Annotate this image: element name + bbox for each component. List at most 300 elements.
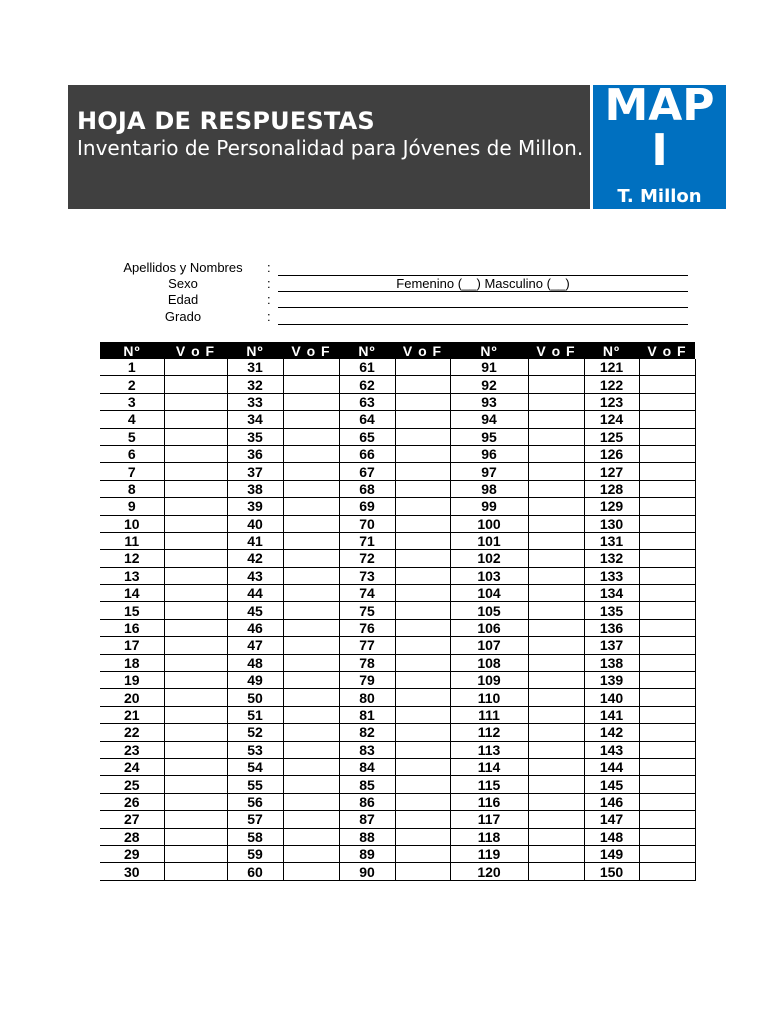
question-number: 114 xyxy=(450,758,528,775)
question-number: 85 xyxy=(339,776,395,793)
question-number: 63 xyxy=(339,393,395,410)
answer-cell[interactable] xyxy=(283,585,339,602)
question-number: 36 xyxy=(227,445,283,462)
answer-cell[interactable] xyxy=(283,550,339,567)
answer-cell[interactable] xyxy=(164,567,227,584)
table-row xyxy=(100,550,695,567)
answer-cell[interactable] xyxy=(639,411,695,428)
answer-cell[interactable] xyxy=(164,724,227,741)
question-number: 98 xyxy=(450,480,528,497)
answer-cell[interactable] xyxy=(395,689,450,706)
answer-cell[interactable] xyxy=(528,532,584,549)
answer-cell[interactable] xyxy=(528,376,584,393)
answer-cell[interactable] xyxy=(164,393,227,410)
question-number: 8 xyxy=(100,480,164,497)
question-number: 35 xyxy=(227,428,283,445)
question-number: 89 xyxy=(339,845,395,862)
question-number: 59 xyxy=(227,845,283,862)
table-row xyxy=(100,776,695,793)
table-row xyxy=(100,567,695,584)
answer-cell[interactable] xyxy=(283,619,339,636)
answer-cell[interactable] xyxy=(395,724,450,741)
logo-text-i: I xyxy=(651,125,668,176)
answer-cell[interactable] xyxy=(395,463,450,480)
answer-cell[interactable] xyxy=(639,515,695,532)
answer-cell[interactable] xyxy=(528,585,584,602)
question-number: 10 xyxy=(100,515,164,532)
nombres-label: Apellidos y Nombres xyxy=(123,260,243,275)
col-header-answer: V o F xyxy=(639,342,695,359)
question-number: 71 xyxy=(339,532,395,549)
table-row xyxy=(100,463,695,480)
answer-cell[interactable] xyxy=(528,359,584,376)
answer-cell[interactable] xyxy=(639,445,695,462)
answer-cell[interactable] xyxy=(395,585,450,602)
table-row xyxy=(100,480,695,497)
answer-cell[interactable] xyxy=(283,498,339,515)
answer-cell[interactable] xyxy=(528,498,584,515)
question-number: 74 xyxy=(339,585,395,602)
question-number: 97 xyxy=(450,463,528,480)
question-number: 22 xyxy=(100,724,164,741)
question-number: 142 xyxy=(584,724,639,741)
answer-cell[interactable] xyxy=(395,672,450,689)
table-row xyxy=(100,741,695,758)
table-row xyxy=(100,532,695,549)
question-number: 19 xyxy=(100,672,164,689)
answer-cell[interactable] xyxy=(639,359,695,376)
question-number: 18 xyxy=(100,654,164,671)
answer-cell[interactable] xyxy=(283,724,339,741)
answer-cell[interactable] xyxy=(528,637,584,654)
question-number: 72 xyxy=(339,550,395,567)
answer-cell[interactable] xyxy=(528,776,584,793)
answer-cell[interactable] xyxy=(639,828,695,845)
question-number: 129 xyxy=(584,498,639,515)
question-number: 33 xyxy=(227,393,283,410)
answer-cell[interactable] xyxy=(283,845,339,862)
answer-cell[interactable] xyxy=(528,654,584,671)
answer-cell[interactable] xyxy=(395,393,450,410)
table-row xyxy=(100,706,695,723)
grado-field[interactable] xyxy=(278,324,688,325)
answer-cell[interactable] xyxy=(639,463,695,480)
answer-cell[interactable] xyxy=(639,567,695,584)
answer-cell[interactable] xyxy=(528,828,584,845)
question-number: 91 xyxy=(450,359,528,376)
table-row xyxy=(100,758,695,775)
answer-cell[interactable] xyxy=(164,532,227,549)
question-number: 70 xyxy=(339,515,395,532)
answer-cell[interactable] xyxy=(639,811,695,828)
answer-grid-body xyxy=(100,359,695,880)
answer-cell[interactable] xyxy=(164,376,227,393)
question-number: 146 xyxy=(584,793,639,810)
table-row xyxy=(100,672,695,689)
question-number: 116 xyxy=(450,793,528,810)
table-row xyxy=(100,445,695,462)
answer-cell[interactable] xyxy=(283,637,339,654)
question-number: 128 xyxy=(584,480,639,497)
answer-cell[interactable] xyxy=(639,741,695,758)
question-number: 61 xyxy=(339,359,395,376)
question-number: 54 xyxy=(227,758,283,775)
answer-cell[interactable] xyxy=(283,654,339,671)
answer-cell[interactable] xyxy=(395,863,450,880)
answer-cell[interactable] xyxy=(528,619,584,636)
question-number: 92 xyxy=(450,376,528,393)
answer-cell[interactable] xyxy=(164,793,227,810)
col-header-number: Nº xyxy=(339,342,395,359)
question-number: 141 xyxy=(584,706,639,723)
answer-cell[interactable] xyxy=(395,498,450,515)
question-number: 9 xyxy=(100,498,164,515)
answer-cell[interactable] xyxy=(164,863,227,880)
answer-cell[interactable] xyxy=(528,515,584,532)
question-number: 66 xyxy=(339,445,395,462)
question-number: 115 xyxy=(450,776,528,793)
answer-cell[interactable] xyxy=(639,776,695,793)
answer-grid xyxy=(100,342,696,881)
table-row xyxy=(100,793,695,810)
answer-cell[interactable] xyxy=(528,463,584,480)
answer-cell[interactable] xyxy=(283,672,339,689)
logo-author: T. Millon xyxy=(617,186,702,207)
question-number: 27 xyxy=(100,811,164,828)
question-number: 7 xyxy=(100,463,164,480)
answer-cell[interactable] xyxy=(395,811,450,828)
answer-cell[interactable] xyxy=(528,480,584,497)
form-row-nombres xyxy=(0,259,768,276)
answer-cell[interactable] xyxy=(164,445,227,462)
question-number: 4 xyxy=(100,411,164,428)
question-number: 130 xyxy=(584,515,639,532)
question-number: 6 xyxy=(100,445,164,462)
answer-cell[interactable] xyxy=(528,758,584,775)
table-row xyxy=(100,637,695,654)
question-number: 14 xyxy=(100,585,164,602)
question-number: 107 xyxy=(450,637,528,654)
grado-label: Grado xyxy=(164,309,202,324)
table-row xyxy=(100,654,695,671)
answer-cell[interactable] xyxy=(164,498,227,515)
question-number: 15 xyxy=(100,602,164,619)
question-number: 37 xyxy=(227,463,283,480)
answer-cell[interactable] xyxy=(395,411,450,428)
answer-cell[interactable] xyxy=(164,411,227,428)
answer-cell[interactable] xyxy=(639,672,695,689)
answer-cell[interactable] xyxy=(528,863,584,880)
answer-cell[interactable] xyxy=(395,515,450,532)
answer-cell[interactable] xyxy=(283,689,339,706)
question-number: 117 xyxy=(450,811,528,828)
question-number: 133 xyxy=(584,567,639,584)
question-number: 58 xyxy=(227,828,283,845)
question-number: 93 xyxy=(450,393,528,410)
answer-cell[interactable] xyxy=(164,602,227,619)
answer-cell[interactable] xyxy=(395,567,450,584)
question-number: 53 xyxy=(227,741,283,758)
answer-cell[interactable] xyxy=(164,515,227,532)
page-title: HOJA DE RESPUESTAS xyxy=(77,107,375,135)
question-number: 94 xyxy=(450,411,528,428)
edad-colon: : xyxy=(267,292,271,307)
question-number: 73 xyxy=(339,567,395,584)
question-number: 60 xyxy=(227,863,283,880)
answer-cell[interactable] xyxy=(528,411,584,428)
answer-cell[interactable] xyxy=(639,793,695,810)
sexo-options[interactable]: Femenino (__) Masculino (__) xyxy=(396,276,570,291)
question-number: 24 xyxy=(100,758,164,775)
answer-cell[interactable] xyxy=(283,828,339,845)
answer-cell[interactable] xyxy=(528,445,584,462)
answer-cell[interactable] xyxy=(283,445,339,462)
question-number: 75 xyxy=(339,602,395,619)
question-number: 64 xyxy=(339,411,395,428)
answer-cell[interactable] xyxy=(639,532,695,549)
question-number: 86 xyxy=(339,793,395,810)
answer-cell[interactable] xyxy=(164,672,227,689)
col-header-number: Nº xyxy=(227,342,283,359)
answer-cell[interactable] xyxy=(528,811,584,828)
question-number: 17 xyxy=(100,637,164,654)
answer-cell[interactable] xyxy=(283,811,339,828)
question-number: 12 xyxy=(100,550,164,567)
question-number: 51 xyxy=(227,706,283,723)
question-number: 119 xyxy=(450,845,528,862)
question-number: 16 xyxy=(100,619,164,636)
table-row xyxy=(100,845,695,862)
answer-cell[interactable] xyxy=(528,428,584,445)
answer-cell[interactable] xyxy=(164,654,227,671)
answer-cell[interactable] xyxy=(283,758,339,775)
question-number: 122 xyxy=(584,376,639,393)
question-number: 21 xyxy=(100,706,164,723)
answer-cell[interactable] xyxy=(395,845,450,862)
question-number: 95 xyxy=(450,428,528,445)
logo-block xyxy=(593,80,726,209)
answer-cell[interactable] xyxy=(164,689,227,706)
answer-cell[interactable] xyxy=(528,602,584,619)
question-number: 149 xyxy=(584,845,639,862)
answer-cell[interactable] xyxy=(395,654,450,671)
form-row-grado xyxy=(0,308,768,325)
answer-cell[interactable] xyxy=(283,515,339,532)
answer-cell[interactable] xyxy=(639,393,695,410)
answer-cell[interactable] xyxy=(639,428,695,445)
answer-cell[interactable] xyxy=(639,619,695,636)
answer-cell[interactable] xyxy=(395,793,450,810)
question-number: 110 xyxy=(450,689,528,706)
question-number: 138 xyxy=(584,654,639,671)
col-header-answer: V o F xyxy=(528,342,584,359)
table-row xyxy=(100,393,695,410)
col-header-number: Nº xyxy=(450,342,528,359)
table-row xyxy=(100,428,695,445)
answer-cell[interactable] xyxy=(528,741,584,758)
answer-cell[interactable] xyxy=(639,724,695,741)
answer-cell[interactable] xyxy=(395,637,450,654)
question-number: 135 xyxy=(584,602,639,619)
question-number: 2 xyxy=(100,376,164,393)
answer-cell[interactable] xyxy=(528,724,584,741)
answer-cell[interactable] xyxy=(528,672,584,689)
sexo-colon: : xyxy=(267,276,271,291)
answer-cell[interactable] xyxy=(528,567,584,584)
question-number: 69 xyxy=(339,498,395,515)
question-number: 28 xyxy=(100,828,164,845)
answer-cell[interactable] xyxy=(395,602,450,619)
answer-cell[interactable] xyxy=(639,550,695,567)
question-number: 127 xyxy=(584,463,639,480)
question-number: 41 xyxy=(227,532,283,549)
question-number: 1 xyxy=(100,359,164,376)
answer-cell[interactable] xyxy=(283,359,339,376)
answer-cell[interactable] xyxy=(164,550,227,567)
answer-cell[interactable] xyxy=(395,532,450,549)
answer-cell[interactable] xyxy=(395,428,450,445)
question-number: 145 xyxy=(584,776,639,793)
answer-cell[interactable] xyxy=(528,706,584,723)
col-header-number: Nº xyxy=(100,342,164,359)
answer-cell[interactable] xyxy=(395,706,450,723)
table-row xyxy=(100,724,695,741)
answer-cell[interactable] xyxy=(283,793,339,810)
answer-cell[interactable] xyxy=(395,741,450,758)
question-number: 125 xyxy=(584,428,639,445)
table-row xyxy=(100,828,695,845)
answer-cell[interactable] xyxy=(283,532,339,549)
question-number: 101 xyxy=(450,532,528,549)
question-number: 102 xyxy=(450,550,528,567)
answer-cell[interactable] xyxy=(164,359,227,376)
question-number: 140 xyxy=(584,689,639,706)
answer-cell[interactable] xyxy=(164,706,227,723)
answer-cell[interactable] xyxy=(283,411,339,428)
question-number: 45 xyxy=(227,602,283,619)
answer-cell[interactable] xyxy=(283,480,339,497)
answer-cell[interactable] xyxy=(283,776,339,793)
question-number: 82 xyxy=(339,724,395,741)
answer-cell[interactable] xyxy=(283,567,339,584)
answer-cell[interactable] xyxy=(283,602,339,619)
answer-cell[interactable] xyxy=(283,463,339,480)
answer-cell[interactable] xyxy=(164,480,227,497)
answer-cell[interactable] xyxy=(395,359,450,376)
table-row xyxy=(100,689,695,706)
answer-cell[interactable] xyxy=(395,445,450,462)
answer-cell[interactable] xyxy=(639,689,695,706)
answer-cell[interactable] xyxy=(395,550,450,567)
question-number: 106 xyxy=(450,619,528,636)
question-number: 139 xyxy=(584,672,639,689)
answer-cell[interactable] xyxy=(639,498,695,515)
question-number: 137 xyxy=(584,637,639,654)
edad-label: Edad xyxy=(167,292,199,307)
answer-cell[interactable] xyxy=(395,480,450,497)
question-number: 104 xyxy=(450,585,528,602)
answer-cell[interactable] xyxy=(639,758,695,775)
question-number: 109 xyxy=(450,672,528,689)
answer-cell[interactable] xyxy=(164,741,227,758)
question-number: 87 xyxy=(339,811,395,828)
answer-cell[interactable] xyxy=(283,706,339,723)
question-number: 121 xyxy=(584,359,639,376)
question-number: 79 xyxy=(339,672,395,689)
question-number: 3 xyxy=(100,393,164,410)
form-row-edad xyxy=(0,291,768,308)
answer-cell[interactable] xyxy=(395,758,450,775)
question-number: 26 xyxy=(100,793,164,810)
answer-cell[interactable] xyxy=(164,811,227,828)
answer-cell[interactable] xyxy=(528,393,584,410)
answer-cell[interactable] xyxy=(395,828,450,845)
answer-cell[interactable] xyxy=(395,776,450,793)
question-number: 56 xyxy=(227,793,283,810)
answer-cell[interactable] xyxy=(283,376,339,393)
question-number: 80 xyxy=(339,689,395,706)
answer-cell[interactable] xyxy=(528,793,584,810)
answer-cell[interactable] xyxy=(528,689,584,706)
table-row xyxy=(100,811,695,828)
question-number: 47 xyxy=(227,637,283,654)
answer-cell[interactable] xyxy=(528,845,584,862)
question-number: 50 xyxy=(227,689,283,706)
answer-cell[interactable] xyxy=(395,376,450,393)
answer-cell[interactable] xyxy=(639,602,695,619)
question-number: 124 xyxy=(584,411,639,428)
question-number: 103 xyxy=(450,567,528,584)
question-number: 134 xyxy=(584,585,639,602)
question-number: 78 xyxy=(339,654,395,671)
question-number: 55 xyxy=(227,776,283,793)
answer-cell[interactable] xyxy=(164,585,227,602)
answer-cell[interactable] xyxy=(164,776,227,793)
answer-cell[interactable] xyxy=(639,706,695,723)
answer-cell[interactable] xyxy=(283,428,339,445)
answer-cell[interactable] xyxy=(164,758,227,775)
answer-cell[interactable] xyxy=(639,637,695,654)
answer-cell[interactable] xyxy=(395,619,450,636)
answer-cell[interactable] xyxy=(639,585,695,602)
answer-cell[interactable] xyxy=(164,463,227,480)
question-number: 76 xyxy=(339,619,395,636)
answer-cell[interactable] xyxy=(639,376,695,393)
question-number: 65 xyxy=(339,428,395,445)
answer-cell[interactable] xyxy=(164,619,227,636)
table-row xyxy=(100,863,695,880)
answer-cell[interactable] xyxy=(283,741,339,758)
question-number: 126 xyxy=(584,445,639,462)
question-number: 99 xyxy=(450,498,528,515)
answer-cell[interactable] xyxy=(639,654,695,671)
question-number: 29 xyxy=(100,845,164,862)
table-row xyxy=(100,376,695,393)
answer-cell[interactable] xyxy=(164,828,227,845)
answer-cell[interactable] xyxy=(164,845,227,862)
answer-cell[interactable] xyxy=(164,428,227,445)
answer-cell[interactable] xyxy=(639,480,695,497)
answer-cell[interactable] xyxy=(164,637,227,654)
answer-cell[interactable] xyxy=(639,863,695,880)
question-number: 90 xyxy=(339,863,395,880)
question-number: 40 xyxy=(227,515,283,532)
answer-cell[interactable] xyxy=(283,393,339,410)
answer-cell[interactable] xyxy=(528,550,584,567)
answer-cell[interactable] xyxy=(283,863,339,880)
col-header-number: Nº xyxy=(584,342,639,359)
answer-cell[interactable] xyxy=(639,845,695,862)
